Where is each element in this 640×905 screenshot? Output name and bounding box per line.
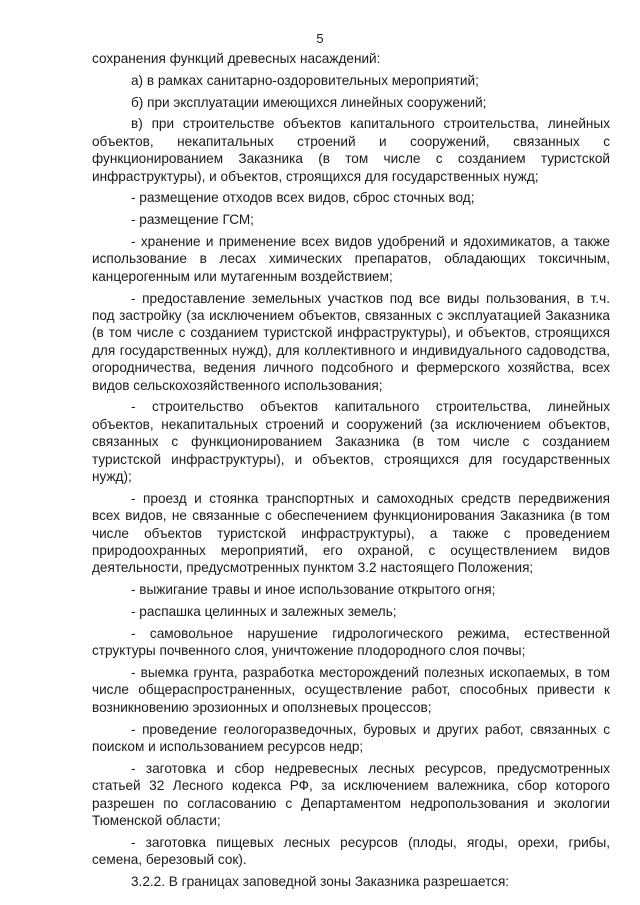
page-number: 5 <box>316 31 324 46</box>
paragraph: - заготовка и сбор недревесных лесных ресурсов, предусмотренных статьей 32 Лесного кодекса РФ, за исключением валежника, сбор которого разрешен по согласованию с Департаментом недропользования и экологии Тюменской области; <box>92 760 610 829</box>
paragraph: - проезд и стоянка транспортных и самоходных средств передвижения всех видов, не связанные с обеспечением функционирования Заказника (в том числе объектов туристской инфраструктуры), а также с проведением природоохранных мероприятий, его охраной, с осуществлением видов деятельности, предусмотренных пунктом 3.2 настоящего Положения; <box>92 490 610 576</box>
paragraph: сохранения функций древесных насаждений: <box>92 51 381 66</box>
paragraph: - заготовка пищевых лесных ресурсов (плоды, ягоды, орехи, грибы, семена, березовый сок). <box>92 834 610 868</box>
paragraph: б) при эксплуатации имеющихся линейных сооружений; <box>131 94 487 110</box>
paragraph: - размещение отходов всех видов, сброс сточных вод; <box>131 190 475 206</box>
paragraph: - самовольное нарушение гидрологического режима, естественной структуры почвенного слоя, уничтожение плодородного слоя почвы; <box>92 625 610 659</box>
document-body <box>92 50 610 895</box>
paragraph: - выемка грунта, разработка месторождений полезных ископаемых, в том числе общераспространенных, осуществление работ, способных привести к возникновению эрозионных и оползневых процессов; <box>92 665 610 715</box>
paragraph: - предоставление земельных участков под все виды пользования, в т.ч. под застройку (за исключением объектов, связанных с эксплуатацией Заказника (в том числе с созданием туристской инфраструктуры), и объектов, строящихся для государственных нужд), для коллективного и индивидуального садоводства, огородничества, ведения личного подсобного и фермерского хозяйства, всех видов сельскохозяйственного использования; <box>92 290 610 393</box>
paragraph: в) при строительстве объектов капитального строительства, линейных объектов, некапитальных строений и сооружений, связанных с функционированием Заказника (в том числе с созданием туристской инфраструктуры), и объектов, строящихся для государственных нужд; <box>92 116 610 184</box>
paragraph: - распашка целинных и залежных земель; <box>131 604 397 620</box>
paragraph: а) в рамках санитарно-оздоровительных мероприятий; <box>131 72 479 88</box>
paragraph: - строительство объектов капитального строительства, линейных объектов, некапитальных строений и сооружений (за исключением объектов, связанных с функционированием Заказника (в том числе с созданием туристской инфраструктуры), и объектов, строящихся для государственных нужд); <box>92 399 610 485</box>
paragraph: - размещение ГСМ; <box>131 212 254 228</box>
paragraph: - проведение геологоразведочных, буровых и других работ, связанных с поиском и использованием ресурсов недр; <box>92 721 610 755</box>
paragraph: - хранение и применение всех видов удобрений и ядохимикатов, а также использование в лесах химических препаратов, обладающих токсичным, канцерогенным или мутагенным воздействием; <box>92 234 610 284</box>
paragraph: 3.2.2. В границах заповедной зоны Заказника разрешается: <box>131 874 510 890</box>
paragraph: - выжигание травы и иное использование открытого огня; <box>131 582 496 598</box>
